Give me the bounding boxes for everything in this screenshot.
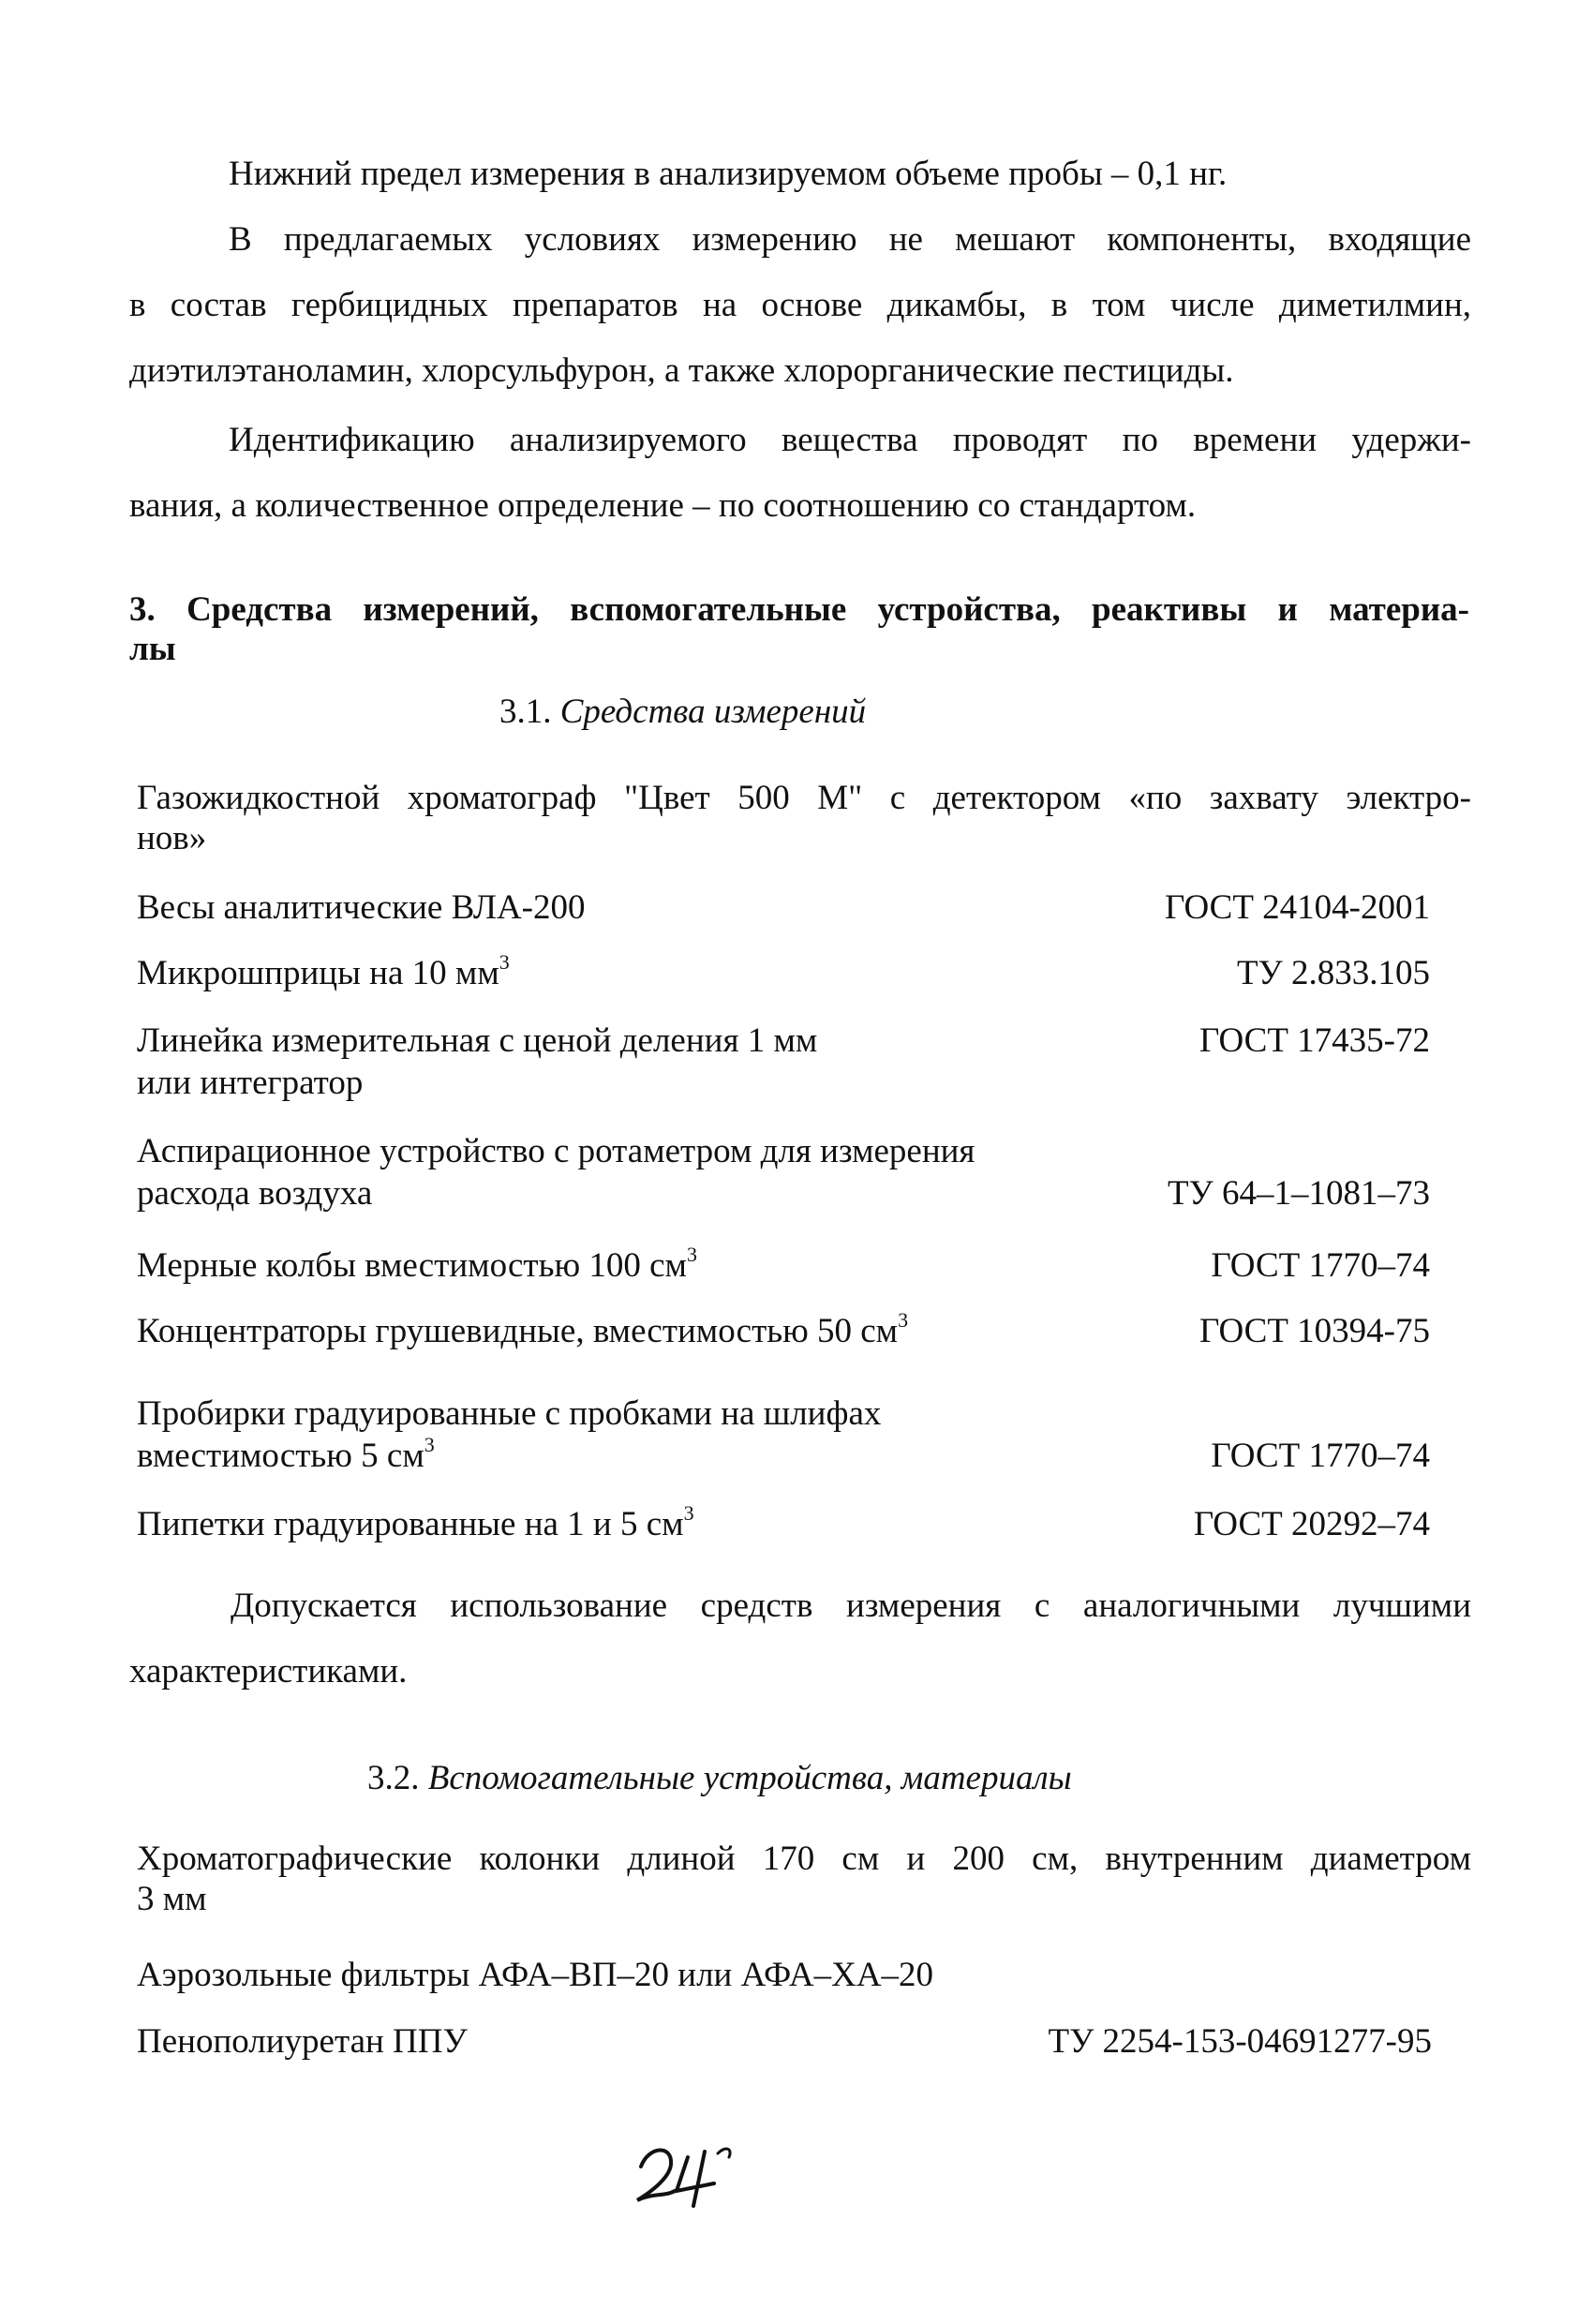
intro-paragraph-2-line-3: диэтилэтаноламин, хлорсульфурон, а также хлорорганические пестициды. bbox=[129, 351, 1234, 390]
superscript-unit: 3 bbox=[499, 950, 510, 974]
subsection-3-2-title: Вспомогательные устройства, материалы bbox=[427, 1759, 1072, 1797]
instrument-name-line-2: вместимостью 5 см bbox=[137, 1437, 424, 1475]
instrument-name: Концентраторы грушевидные, вместимостью 50 см bbox=[137, 1312, 899, 1350]
superscript-unit: 3 bbox=[898, 1308, 909, 1332]
instrument-standard: ГОСТ 1770–74 bbox=[1211, 1437, 1430, 1475]
instrument-row bbox=[137, 1503, 1430, 1559]
section-3-heading-line-1: 3. Средства измерений, вспомогательные устройства, реактивы и материа- bbox=[129, 590, 1469, 629]
instrument-row bbox=[137, 1020, 1430, 1110]
allowed-note-line-1: Допускается использование средств измерения с аналогичными лучшими bbox=[231, 1587, 1471, 1625]
subsection-3-2-heading bbox=[367, 1756, 1072, 1800]
intro-paragraph-2-line-2: в состав гербицидных препаратов на основе дикамбы, в том числе диметилмин, bbox=[129, 286, 1471, 324]
instrument-name-line-2: расхода воздуха bbox=[137, 1174, 373, 1213]
instrument-row bbox=[137, 1130, 1430, 1220]
chromatograph-line-1: Газожидкостной хроматограф "Цвет 500 М" с детектором «по захвату электро- bbox=[137, 779, 1471, 817]
instrument-name-line-1: Пробирки градуированные с пробками на шлифах bbox=[137, 1394, 882, 1433]
instrument-row bbox=[137, 952, 1430, 1008]
superscript-unit: 3 bbox=[686, 1243, 697, 1266]
intro-paragraph-3-line-2: вания, а количественное определение – по соотношению со стандартом. bbox=[129, 486, 1197, 525]
intro-paragraph-1: Нижний предел измерения в анализируемом объеме пробы – 0,1 нг. bbox=[229, 155, 1228, 193]
instrument-standard: ГОСТ 10394-75 bbox=[1199, 1312, 1430, 1350]
subsection-3-1-number: 3.1. bbox=[499, 693, 560, 731]
instrument-name: Весы аналитические ВЛА-200 bbox=[137, 888, 586, 927]
instrument-name: Мерные колбы вместимостью 100 см bbox=[137, 1246, 687, 1285]
instrument-standard: ГОСТ 17435-72 bbox=[1199, 1021, 1430, 1060]
material-standard: ТУ 2254-153-04691277-95 bbox=[1048, 2022, 1432, 2061]
chromatograph-line-2: нов» bbox=[137, 819, 207, 857]
instrument-name-line-2: или интегратор bbox=[137, 1064, 364, 1102]
instrument-row bbox=[137, 1244, 1430, 1301]
instrument-standard: ГОСТ 24104-2001 bbox=[1165, 888, 1430, 927]
section-3-heading-line-2: лы bbox=[129, 630, 176, 668]
handwritten-page-number bbox=[628, 2125, 759, 2210]
instrument-standard: ТУ 2.833.105 bbox=[1236, 954, 1430, 992]
instrument-name: Пипетки градуированные на 1 и 5 см bbox=[137, 1505, 684, 1543]
intro-paragraph-2-line-1: В предлагаемых условиях измерению не мешают компоненты, входящие bbox=[229, 220, 1471, 259]
intro-paragraph-3-line-1: Идентификацию анализируемого вещества проводят по времени удержи- bbox=[229, 421, 1471, 459]
subsection-3-2-number: 3.2. bbox=[367, 1759, 428, 1797]
instrument-standard: ГОСТ 20292–74 bbox=[1193, 1505, 1430, 1543]
instrument-standard: ТУ 64–1–1081–73 bbox=[1167, 1174, 1430, 1213]
subsection-3-1-title: Средства измерений bbox=[559, 693, 867, 731]
columns-line-2: 3 мм bbox=[137, 1880, 207, 1918]
superscript-unit: 3 bbox=[683, 1501, 694, 1525]
instrument-standard: ГОСТ 1770–74 bbox=[1211, 1246, 1430, 1285]
columns-line-1: Хроматографические колонки длиной 170 см и 200 см, внутренним диаметром bbox=[137, 1840, 1471, 1878]
instrument-row bbox=[137, 886, 1430, 943]
instrument-row bbox=[137, 1310, 1430, 1366]
instrument-name-line-1: Линейка измерительная с ценой деления 1 мм bbox=[137, 1021, 818, 1060]
material-name: Пенополиуретан ППУ bbox=[137, 2022, 468, 2061]
superscript-unit: 3 bbox=[424, 1433, 435, 1456]
instrument-name-line-1: Аспирационное устройство с ротаметром для измерения bbox=[137, 1132, 975, 1170]
material-row bbox=[137, 2020, 1430, 2077]
instrument-name: Микрошприцы на 10 мм bbox=[137, 954, 499, 992]
filters-line: Аэрозольные фильтры АФА–ВП–20 или АФА–ХА–20 bbox=[137, 1956, 934, 1994]
instrument-row bbox=[137, 1393, 1430, 1482]
subsection-3-1-heading bbox=[499, 690, 866, 734]
allowed-note-line-2: характеристиками. bbox=[129, 1652, 408, 1691]
